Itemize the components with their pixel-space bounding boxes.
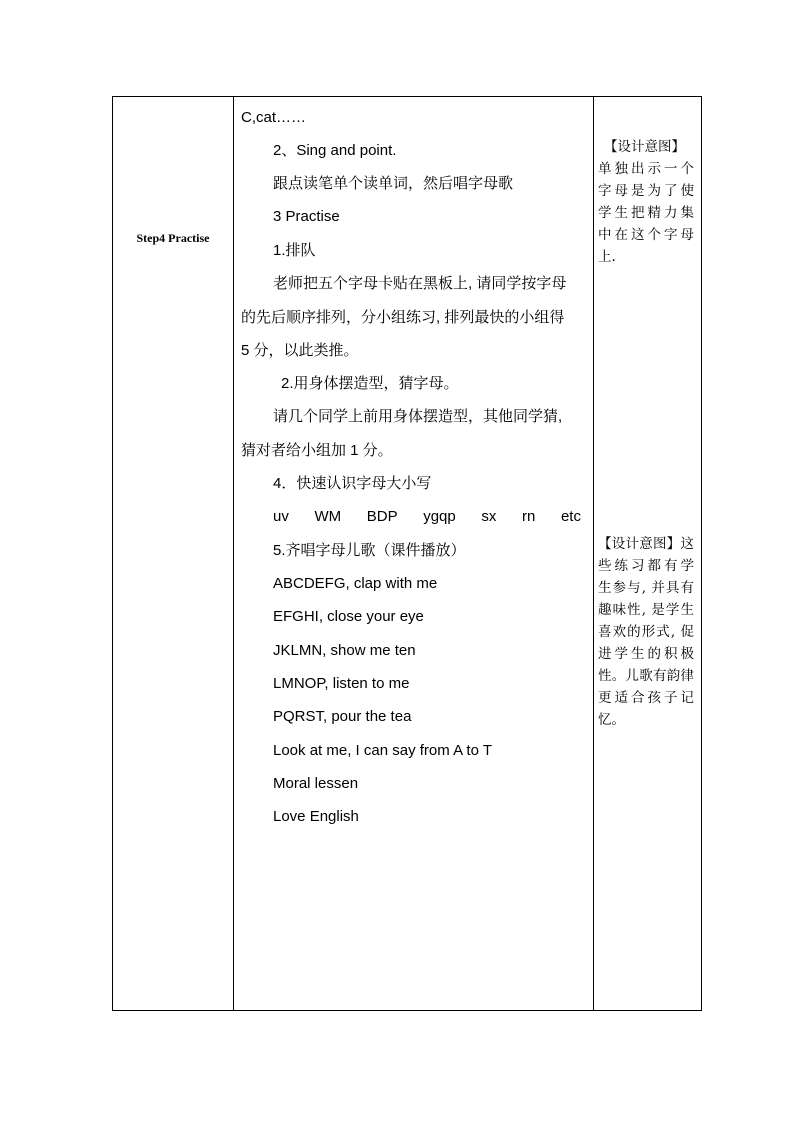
letter-pair: etc [560,508,581,525]
content-line: 2、Sing and point. [273,142,397,159]
content-line: 的先后顺序排列，分小组练习, 排列最快的小组得 [241,309,565,326]
letter-pair: BDP [366,508,398,525]
note-line: 忆。 [598,712,625,728]
letter-pairs-row [273,508,581,526]
content-line: 跟点读笔单个读单词，然后唱字母歌 [273,175,514,192]
note-line: 字母是为了使 [598,183,694,199]
song-line: PQRST, pour the tea [273,708,412,725]
content-line: 请几个同学上前用身体摆造型，其他同学猜, [273,408,563,425]
letter-pair: rn [522,508,536,525]
note-line: 更适合孩子记 [598,690,694,706]
song-line: ABCDEFG, clap with me [273,575,438,592]
content-line: C,cat…… [241,109,307,126]
design-note-1 [598,136,694,268]
content-line: 4．快速认识字母大小写 [273,475,432,492]
note-line: 【设计意图】 [604,139,685,155]
design-note-2 [598,533,694,731]
content-line: 猜对者给小组加 1 分。 [241,442,393,459]
content-line: 5 分，以此类推。 [241,342,359,359]
content-line: 2.用身体摆造型，猜字母。 [281,375,459,392]
content-line: 老师把五个字母卡贴在黑板上, 请同学按字母 [273,275,567,292]
letter-pair: sx [481,508,497,525]
note-line: 些练习都有学 [598,558,694,574]
step-label: Step4 Practise [136,231,210,245]
content-line: 3 Practise [273,208,340,225]
note-line: 中在这个字母 [598,227,694,243]
moral-title: Moral lessen [273,775,359,792]
content-line: 5.齐唱字母儿歌（课件播放） [273,542,466,559]
letter-pair: uv [273,508,289,525]
note-line: 上. [598,249,616,265]
column-divider [593,97,594,1010]
song-line: JKLMN, show me ten [273,642,416,659]
note-line: 喜欢的形式, 促 [598,624,694,640]
note-line: 进学生的积极 [598,646,694,662]
column-divider [233,97,234,1010]
note-line: 学生把精力集 [598,205,694,221]
note-line: 性。儿歌有韵律 [598,668,694,684]
note-line: 趣味性, 是学生 [598,602,694,618]
note-line: 【设计意图】这 [598,536,694,552]
song-line: EFGHI, close your eye [273,608,424,625]
moral-text: Love English [273,808,359,825]
song-line: LMNOP, listen to me [273,675,410,692]
letter-pair: WM [314,508,342,525]
note-line: 单独出示一个 [598,161,694,177]
note-line: 生参与, 并具有 [598,580,694,596]
song-line: Look at me, I can say from A to T [273,742,492,759]
content-line: 1.排队 [273,242,316,259]
letter-pair: ygqp [423,508,456,525]
